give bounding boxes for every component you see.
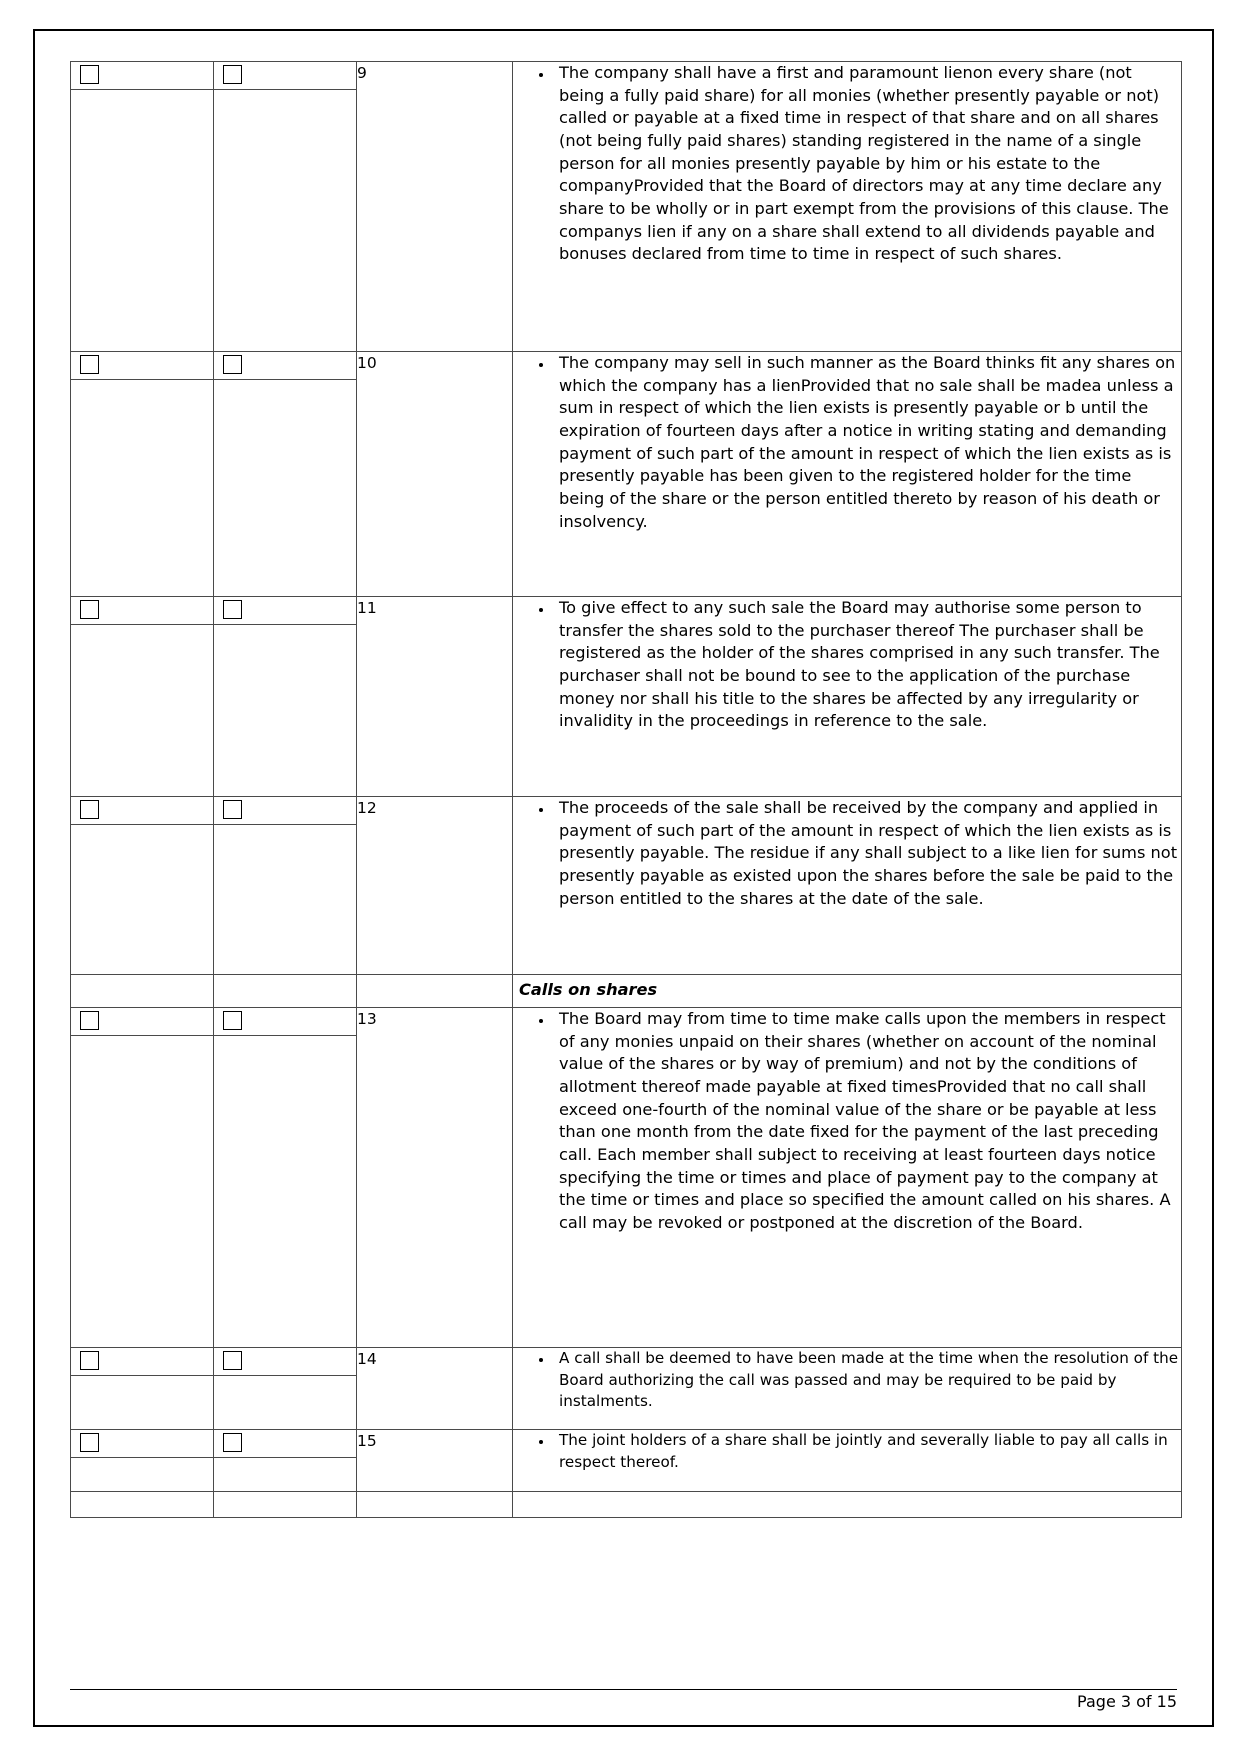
clause-text: • To give effect to any such sale the Board may authorise some person to transfer the shares sold to the purchaser thereof The purchaser shall be registered as the holder of the shares comprised in any such transfer. The purchaser shall not be bound to see to the application of the purchase money nor shall his title to the shares be affected by any irregularity or invalidity in the proceedings in reference to the sale.	[553, 597, 1181, 733]
empty-checkbox-icon[interactable]	[80, 1011, 99, 1030]
clause-bullet-list	[513, 1430, 1181, 1473]
checkbox-cell-right[interactable]	[214, 352, 357, 597]
clause-number: 11	[357, 599, 377, 617]
checkbox-cell-left[interactable]	[71, 352, 214, 597]
table-row	[71, 597, 1182, 797]
clause-bullet-list	[513, 352, 1181, 533]
clause-number-cell	[357, 797, 513, 975]
clause-text: • A call shall be deemed to have been made at the time when the resolution of the Board authorizing the call was passed and may be required to be paid by instalments.	[553, 1348, 1181, 1413]
empty-checkbox-icon[interactable]	[223, 800, 242, 819]
empty-checkbox-icon[interactable]	[223, 355, 242, 374]
checkbox-slot[interactable]	[214, 1008, 356, 1036]
clause-text: • The company shall have a first and paramount lienon every share (not being a fully paid share) for all monies (whether presently payable or not) called or payable at a fixed time in respect of that share and on all shares (not being fully paid shares) standing registered in the name of a single person for all monies presently payable by him or his estate to the companyProvided that the Board of directors may at any time declare any share to be wholly or in part exempt from the provisions of this clause. The companys lien if any on a share shall extend to all dividends payable and bonuses declared from time to time in respect of such shares.	[553, 62, 1181, 266]
blank-cell	[357, 1492, 513, 1518]
clause-number-cell	[357, 352, 513, 597]
empty-checkbox-icon[interactable]	[80, 355, 99, 374]
empty-checkbox-icon[interactable]	[80, 65, 99, 84]
clause-number: 9	[357, 64, 367, 82]
clause-text-cell	[513, 597, 1182, 797]
checkbox-slot[interactable]	[71, 352, 213, 380]
clause-text: • The company may sell in such manner as the Board thinks fit any shares on which the company has a lienProvided that no sale shall be madea unless a sum in respect of which the lien exists is presently payable or b until the expiration of fourteen days after a notice in writing stating and demanding payment of such part of the amount in respect of which the lien exists as is presently payable has been given to the registered holder for the time being of the share or the person entitled thereto by reason of his death or insolvency.	[553, 352, 1181, 533]
checkbox-slot[interactable]	[214, 62, 356, 90]
checkbox-slot[interactable]	[71, 1348, 213, 1376]
clause-bullet-list	[513, 62, 1181, 266]
checkbox-slot[interactable]	[71, 1430, 213, 1458]
blank-cell	[513, 1492, 1182, 1518]
clause-text: • The Board may from time to time make calls upon the members in respect of any monies unpaid on their shares (whether on account of the nominal value of the shares or by way of premium) and not by the conditions of allotment thereof made payable at fixed timesProvided that no call shall exceed one-fourth of the nominal value of the share or be payable at less than one month from the date fixed for the payment of the last preceding call. Each member shall subject to receiving at least fourteen days notice specifying the time or times and place of payment pay to the company at the time or times and place so specified the amount called on his shares. A call may be revoked or postponed at the discretion of the Board.	[553, 1008, 1181, 1235]
table-row	[71, 1008, 1182, 1348]
empty-checkbox-icon[interactable]	[223, 1351, 242, 1370]
clause-number-cell	[357, 1348, 513, 1430]
empty-checkbox-icon[interactable]	[80, 1351, 99, 1370]
clause-bullet-list	[513, 597, 1181, 733]
clause-bullet-list	[513, 797, 1181, 910]
checkbox-slot[interactable]	[71, 597, 213, 625]
clause-number-cell	[357, 1008, 513, 1348]
checkbox-cell-left[interactable]	[71, 597, 214, 797]
empty-checkbox-icon[interactable]	[80, 800, 99, 819]
checkbox-slot[interactable]	[71, 1008, 213, 1036]
section-heading-row	[71, 975, 1182, 1008]
checkbox-cell-right[interactable]	[214, 1430, 357, 1492]
checkbox-cell-left[interactable]	[71, 797, 214, 975]
clause-bullet-list	[513, 1348, 1181, 1413]
section-heading-cell	[513, 975, 1182, 1008]
clause-number-cell	[357, 1430, 513, 1492]
empty-cell-right	[214, 975, 357, 1008]
checkbox-slot[interactable]	[214, 352, 356, 380]
blank-cell	[214, 1492, 357, 1518]
clause-text-cell	[513, 797, 1182, 975]
section-title: Calls on shares	[519, 980, 658, 999]
checkbox-slot[interactable]	[214, 1430, 356, 1458]
clause-text: • The proceeds of the sale shall be received by the company and applied in payment of such part of the amount in respect of which the lien exists as is presently payable. The residue if any shall subject to a like lien for sums not presently payable as existed upon the shares before the sale be paid to the person entitled to the shares at the date of the sale.	[553, 797, 1181, 910]
table-row	[71, 1348, 1182, 1430]
table-row	[71, 352, 1182, 597]
clause-text-cell	[513, 1008, 1182, 1348]
checkbox-cell-right[interactable]	[214, 797, 357, 975]
blank-cell	[71, 1492, 214, 1518]
checkbox-cell-right[interactable]	[214, 597, 357, 797]
clause-number: 12	[357, 799, 377, 817]
empty-checkbox-icon[interactable]	[223, 65, 242, 84]
checkbox-slot[interactable]	[71, 797, 213, 825]
checkbox-cell-right[interactable]	[214, 62, 357, 352]
clause-bullet-list	[513, 1008, 1181, 1235]
checkbox-cell-left[interactable]	[71, 1430, 214, 1492]
clause-number-cell	[357, 597, 513, 797]
clause-number: 13	[357, 1010, 377, 1028]
page-border	[33, 29, 1214, 1727]
clause-number: 14	[357, 1350, 377, 1368]
articles-table	[70, 61, 1182, 1518]
checkbox-cell-left[interactable]	[71, 1008, 214, 1348]
clause-number-cell	[357, 62, 513, 352]
checkbox-cell-left[interactable]	[71, 1348, 214, 1430]
checkbox-slot[interactable]	[71, 62, 213, 90]
checkbox-cell-right[interactable]	[214, 1348, 357, 1430]
clause-number: 15	[357, 1432, 377, 1450]
empty-checkbox-icon[interactable]	[223, 1011, 242, 1030]
empty-checkbox-icon[interactable]	[80, 1433, 99, 1452]
clause-text-cell	[513, 62, 1182, 352]
empty-checkbox-icon[interactable]	[223, 600, 242, 619]
clause-text: • The joint holders of a share shall be jointly and severally liable to pay all calls in respect thereof.	[553, 1430, 1181, 1473]
empty-checkbox-icon[interactable]	[80, 600, 99, 619]
checkbox-slot[interactable]	[214, 1348, 356, 1376]
empty-checkbox-icon[interactable]	[223, 1433, 242, 1452]
page-number-label: Page 3 of 15	[1077, 1692, 1177, 1711]
clause-text-cell	[513, 1430, 1182, 1492]
clause-text-cell	[513, 352, 1182, 597]
checkbox-cell-right[interactable]	[214, 1008, 357, 1348]
checkbox-slot[interactable]	[214, 797, 356, 825]
checkbox-slot[interactable]	[214, 597, 356, 625]
table-row	[71, 797, 1182, 975]
page-footer	[70, 1689, 1177, 1711]
trailing-blank-row	[71, 1492, 1182, 1518]
clause-text-cell	[513, 1348, 1182, 1430]
empty-number-cell	[357, 975, 513, 1008]
table-row	[71, 1430, 1182, 1492]
empty-cell-left	[71, 975, 214, 1008]
checkbox-cell-left[interactable]	[71, 62, 214, 352]
table-body	[71, 62, 1182, 1518]
page-content	[70, 61, 1179, 1711]
table-row	[71, 62, 1182, 352]
clause-number: 10	[357, 354, 377, 372]
